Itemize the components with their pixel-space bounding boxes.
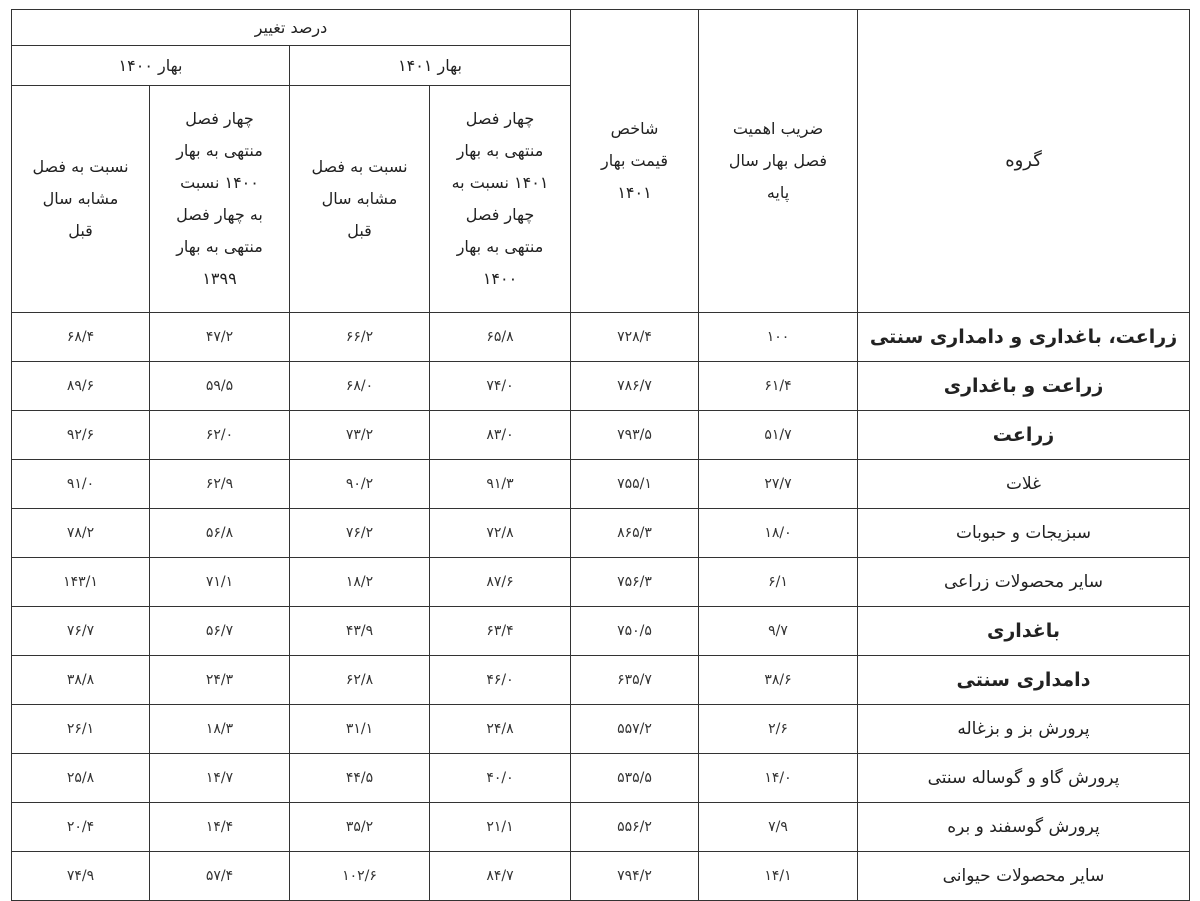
header-spring-1401: بهار ۱۴۰۱ [290,46,571,86]
row-four-season-1400: ۲۴/۳ [150,656,290,705]
table-row [12,460,1190,509]
row-index: ۷۹۴/۲ [571,852,699,901]
row-yoy-1400: ۷۸/۲ [12,509,150,558]
header-group: گروه [858,10,1190,313]
row-four-season-1401: ۶۵/۸ [430,313,571,362]
table-row [12,362,1190,411]
price-index-table [11,9,1190,901]
row-four-season-1401: ۲۱/۱ [430,803,571,852]
row-yoy-1401: ۷۶/۲ [290,509,430,558]
row-four-season-1401: ۹۱/۳ [430,460,571,509]
row-four-season-1400: ۵۹/۵ [150,362,290,411]
row-yoy-1400: ۷۶/۷ [12,607,150,656]
row-yoy-1400: ۶۸/۴ [12,313,150,362]
row-weight: ۲۷/۷ [699,460,858,509]
row-yoy-1401: ۳۱/۱ [290,705,430,754]
header-pct-change: درصد تغییر [12,10,571,46]
row-index: ۶۳۵/۷ [571,656,699,705]
row-yoy-1401: ۱۰۲/۶ [290,852,430,901]
table-row [12,803,1190,852]
row-four-season-1400: ۱۸/۳ [150,705,290,754]
row-index: ۵۳۵/۵ [571,754,699,803]
row-four-season-1400: ۷۱/۱ [150,558,290,607]
row-four-season-1401: ۷۲/۸ [430,509,571,558]
row-four-season-1400: ۱۴/۷ [150,754,290,803]
row-four-season-1401: ۸۳/۰ [430,411,571,460]
row-index: ۷۸۶/۷ [571,362,699,411]
row-group: زراعت و باغداری [858,362,1190,411]
table-row [12,754,1190,803]
row-weight: ۶۱/۴ [699,362,858,411]
header-yoy-1400: نسبت به فصل مشابه سال قبل [12,86,150,313]
row-four-season-1401: ۴۰/۰ [430,754,571,803]
row-weight: ۳۸/۶ [699,656,858,705]
header-weight: ضریب اهمیت فصل بهار سال پایه [699,10,858,313]
row-four-season-1400: ۶۲/۰ [150,411,290,460]
row-group: پرورش گاو و گوساله سنتی [858,754,1190,803]
header-index: شاخص قیمت بهار ۱۴۰۱ [571,10,699,313]
row-yoy-1401: ۴۳/۹ [290,607,430,656]
row-group: سایر محصولات حیوانی [858,852,1190,901]
row-index: ۵۵۶/۲ [571,803,699,852]
row-yoy-1400: ۹۱/۰ [12,460,150,509]
row-group: پرورش گوسفند و بره [858,803,1190,852]
row-yoy-1401: ۹۰/۲ [290,460,430,509]
row-group: باغداری [858,607,1190,656]
row-yoy-1400: ۸۹/۶ [12,362,150,411]
row-weight: ۱۰۰ [699,313,858,362]
row-yoy-1401: ۱۸/۲ [290,558,430,607]
row-four-season-1400: ۵۷/۴ [150,852,290,901]
row-group: زراعت، باغداری و دامداری سنتی [858,313,1190,362]
row-index: ۷۹۳/۵ [571,411,699,460]
table-row [12,313,1190,362]
row-group: سایر محصولات زراعی [858,558,1190,607]
table-row [12,705,1190,754]
table-row [12,411,1190,460]
row-group: دامداری سنتی [858,656,1190,705]
row-yoy-1401: ۶۲/۸ [290,656,430,705]
row-four-season-1400: ۵۶/۸ [150,509,290,558]
row-index: ۷۵۵/۱ [571,460,699,509]
row-four-season-1401: ۸۷/۶ [430,558,571,607]
row-index: ۷۵۰/۵ [571,607,699,656]
row-group: غلات [858,460,1190,509]
row-yoy-1401: ۴۴/۵ [290,754,430,803]
row-yoy-1400: ۳۸/۸ [12,656,150,705]
row-yoy-1400: ۲۵/۸ [12,754,150,803]
row-weight: ۶/۱ [699,558,858,607]
row-four-season-1400: ۶۲/۹ [150,460,290,509]
row-four-season-1400: ۵۶/۷ [150,607,290,656]
header-spring-1400: بهار ۱۴۰۰ [12,46,290,86]
row-yoy-1400: ۲۰/۴ [12,803,150,852]
row-weight: ۱۸/۰ [699,509,858,558]
row-yoy-1401: ۶۶/۲ [290,313,430,362]
row-weight: ۱۴/۰ [699,754,858,803]
row-yoy-1401: ۳۵/۲ [290,803,430,852]
row-yoy-1401: ۶۸/۰ [290,362,430,411]
header-yoy-1401: نسبت به فصل مشابه سال قبل [290,86,430,313]
row-four-season-1401: ۸۴/۷ [430,852,571,901]
row-index: ۷۲۸/۴ [571,313,699,362]
row-weight: ۲/۶ [699,705,858,754]
row-four-season-1401: ۴۶/۰ [430,656,571,705]
row-group: زراعت [858,411,1190,460]
header-four-season-1401: چهار فصل منتهی به بهار ۱۴۰۱ نسبت به چهار فصل منتهی به بهار ۱۴۰۰ [430,86,571,313]
table-row [12,509,1190,558]
row-weight: ۷/۹ [699,803,858,852]
row-index: ۵۵۷/۲ [571,705,699,754]
row-weight: ۱۴/۱ [699,852,858,901]
row-yoy-1400: ۲۶/۱ [12,705,150,754]
row-yoy-1400: ۷۴/۹ [12,852,150,901]
table-row [12,558,1190,607]
row-weight: ۹/۷ [699,607,858,656]
row-group: سبزیجات و حبوبات [858,509,1190,558]
row-four-season-1401: ۷۴/۰ [430,362,571,411]
header-four-season-1400: چهار فصل منتهی به بهار ۱۴۰۰ نسبت به چهار فصل منتهی به بهار ۱۳۹۹ [150,86,290,313]
row-yoy-1400: ۱۴۳/۱ [12,558,150,607]
row-weight: ۵۱/۷ [699,411,858,460]
row-four-season-1400: ۱۴/۴ [150,803,290,852]
row-index: ۸۶۵/۳ [571,509,699,558]
row-yoy-1401: ۷۳/۲ [290,411,430,460]
row-four-season-1401: ۲۴/۸ [430,705,571,754]
row-group: پرورش بز و بزغاله [858,705,1190,754]
row-four-season-1400: ۴۷/۲ [150,313,290,362]
table-row [12,852,1190,901]
row-four-season-1401: ۶۳/۴ [430,607,571,656]
row-index: ۷۵۶/۳ [571,558,699,607]
table-row [12,607,1190,656]
row-yoy-1400: ۹۲/۶ [12,411,150,460]
table-row [12,656,1190,705]
